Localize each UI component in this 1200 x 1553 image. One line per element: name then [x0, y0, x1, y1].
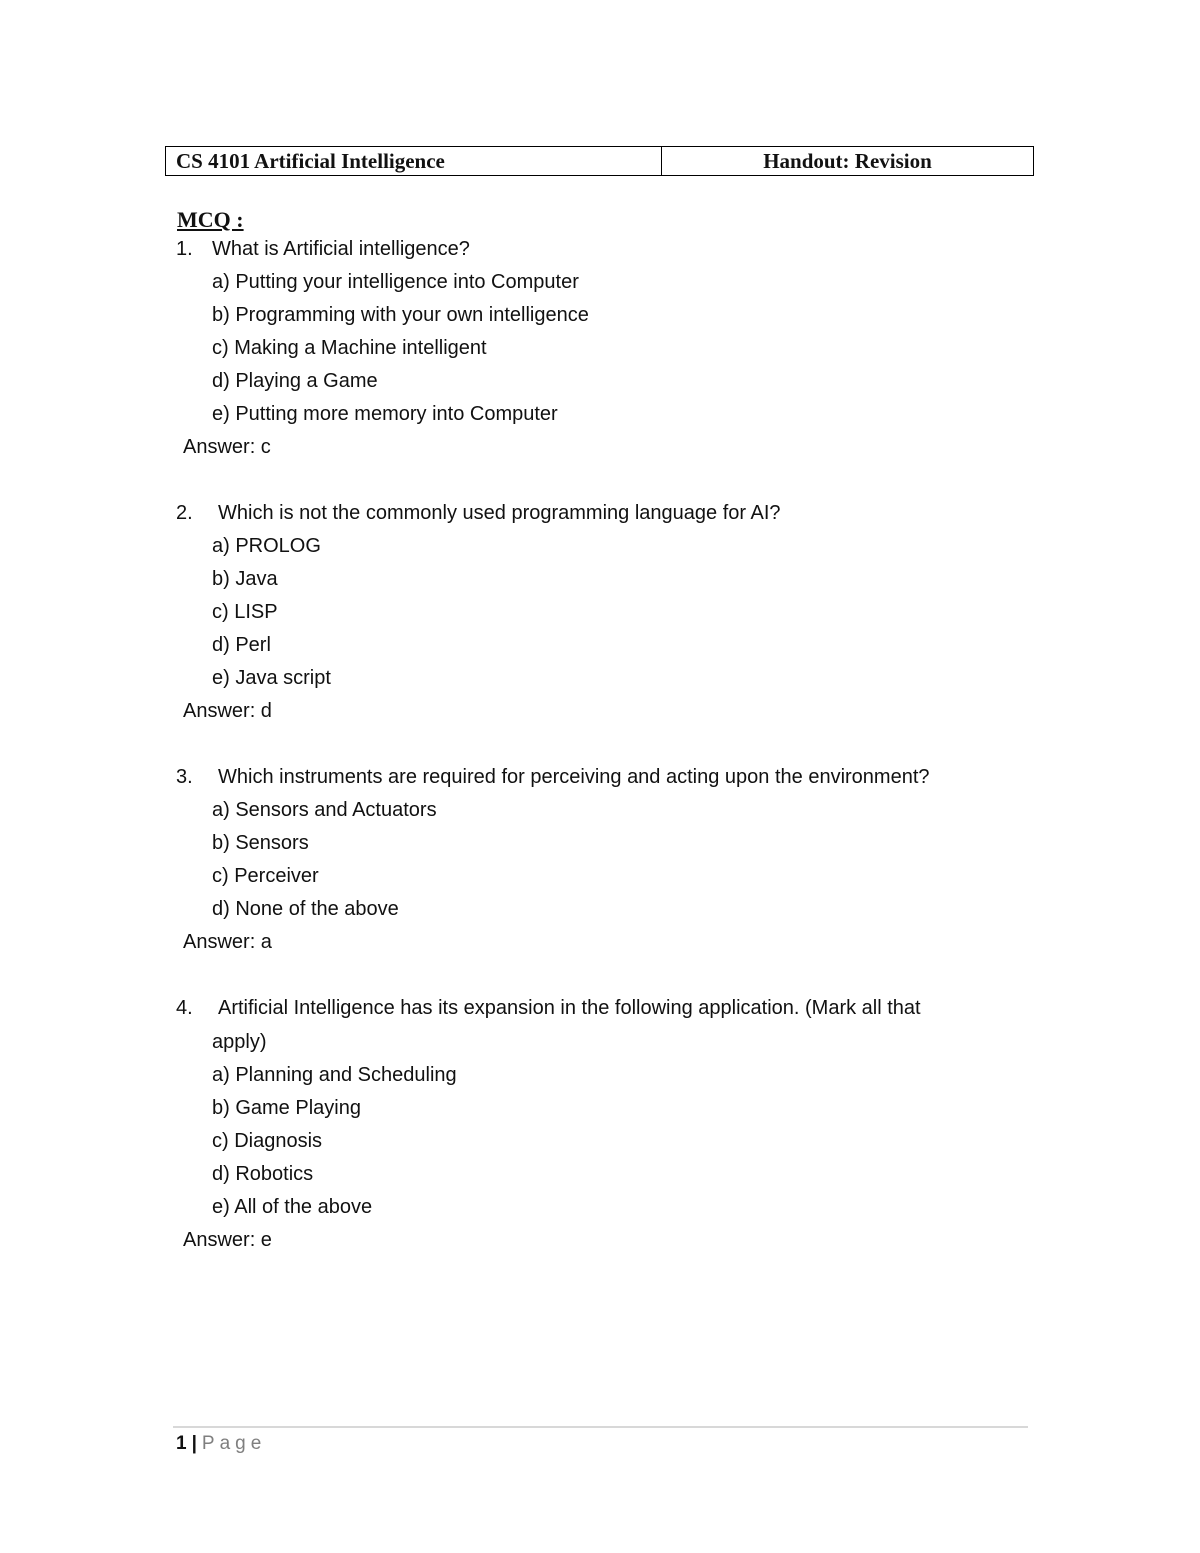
header-table [165, 146, 1034, 176]
option: a) PROLOG [212, 535, 321, 557]
footer-rule [173, 1426, 1028, 1428]
option: e) Putting more memory into Computer [212, 403, 558, 425]
option: b) Programming with your own intelligence [212, 304, 589, 326]
question-number: 4. [176, 997, 193, 1019]
answer: Answer: e [183, 1229, 272, 1251]
option: d) Perl [212, 634, 271, 656]
section-heading: MCQ : [177, 207, 244, 232]
option: b) Game Playing [212, 1097, 361, 1119]
option: a) Sensors and Actuators [212, 799, 437, 821]
question-number: 2. [176, 502, 193, 524]
answer: Answer: a [183, 931, 272, 953]
option: a) Planning and Scheduling [212, 1064, 457, 1086]
answer: Answer: d [183, 700, 272, 722]
option: c) Perceiver [212, 865, 319, 887]
question-text: Which instruments are required for perceiving and acting upon the environment? [218, 766, 930, 788]
option: b) Java [212, 568, 278, 590]
option: e) All of the above [212, 1196, 373, 1218]
page-footer [176, 1431, 266, 1457]
footer-separator: | [191, 1433, 197, 1454]
question-text: What is Artificial intelligence? [212, 238, 470, 260]
handout-title: Handout: Revision [763, 149, 932, 173]
option: c) Diagnosis [212, 1130, 323, 1152]
question-number: 3. [176, 766, 193, 788]
question-number: 1. [176, 238, 193, 260]
option: c) Making a Machine intelligent [212, 337, 487, 359]
answer: Answer: c [183, 436, 271, 458]
option: b) Sensors [212, 832, 309, 854]
option: a) Putting your intelligence into Computer [212, 271, 579, 293]
course-title: CS 4101 Artificial Intelligence [166, 147, 662, 175]
option: d) None of the above [212, 898, 399, 920]
question-text: Which is not the commonly used programming language for AI? [218, 502, 781, 524]
option: d) Playing a Game [212, 370, 378, 392]
option: c) LISP [212, 601, 278, 623]
question-text-continued: apply) [212, 1031, 267, 1053]
page-number: 1 [176, 1433, 187, 1454]
page-label: Page [201, 1433, 267, 1454]
option: d) Robotics [212, 1163, 314, 1185]
question-text: Artificial Intelligence has its expansion in the following application. (Mark all that [218, 997, 921, 1019]
option: e) Java script [212, 667, 331, 689]
